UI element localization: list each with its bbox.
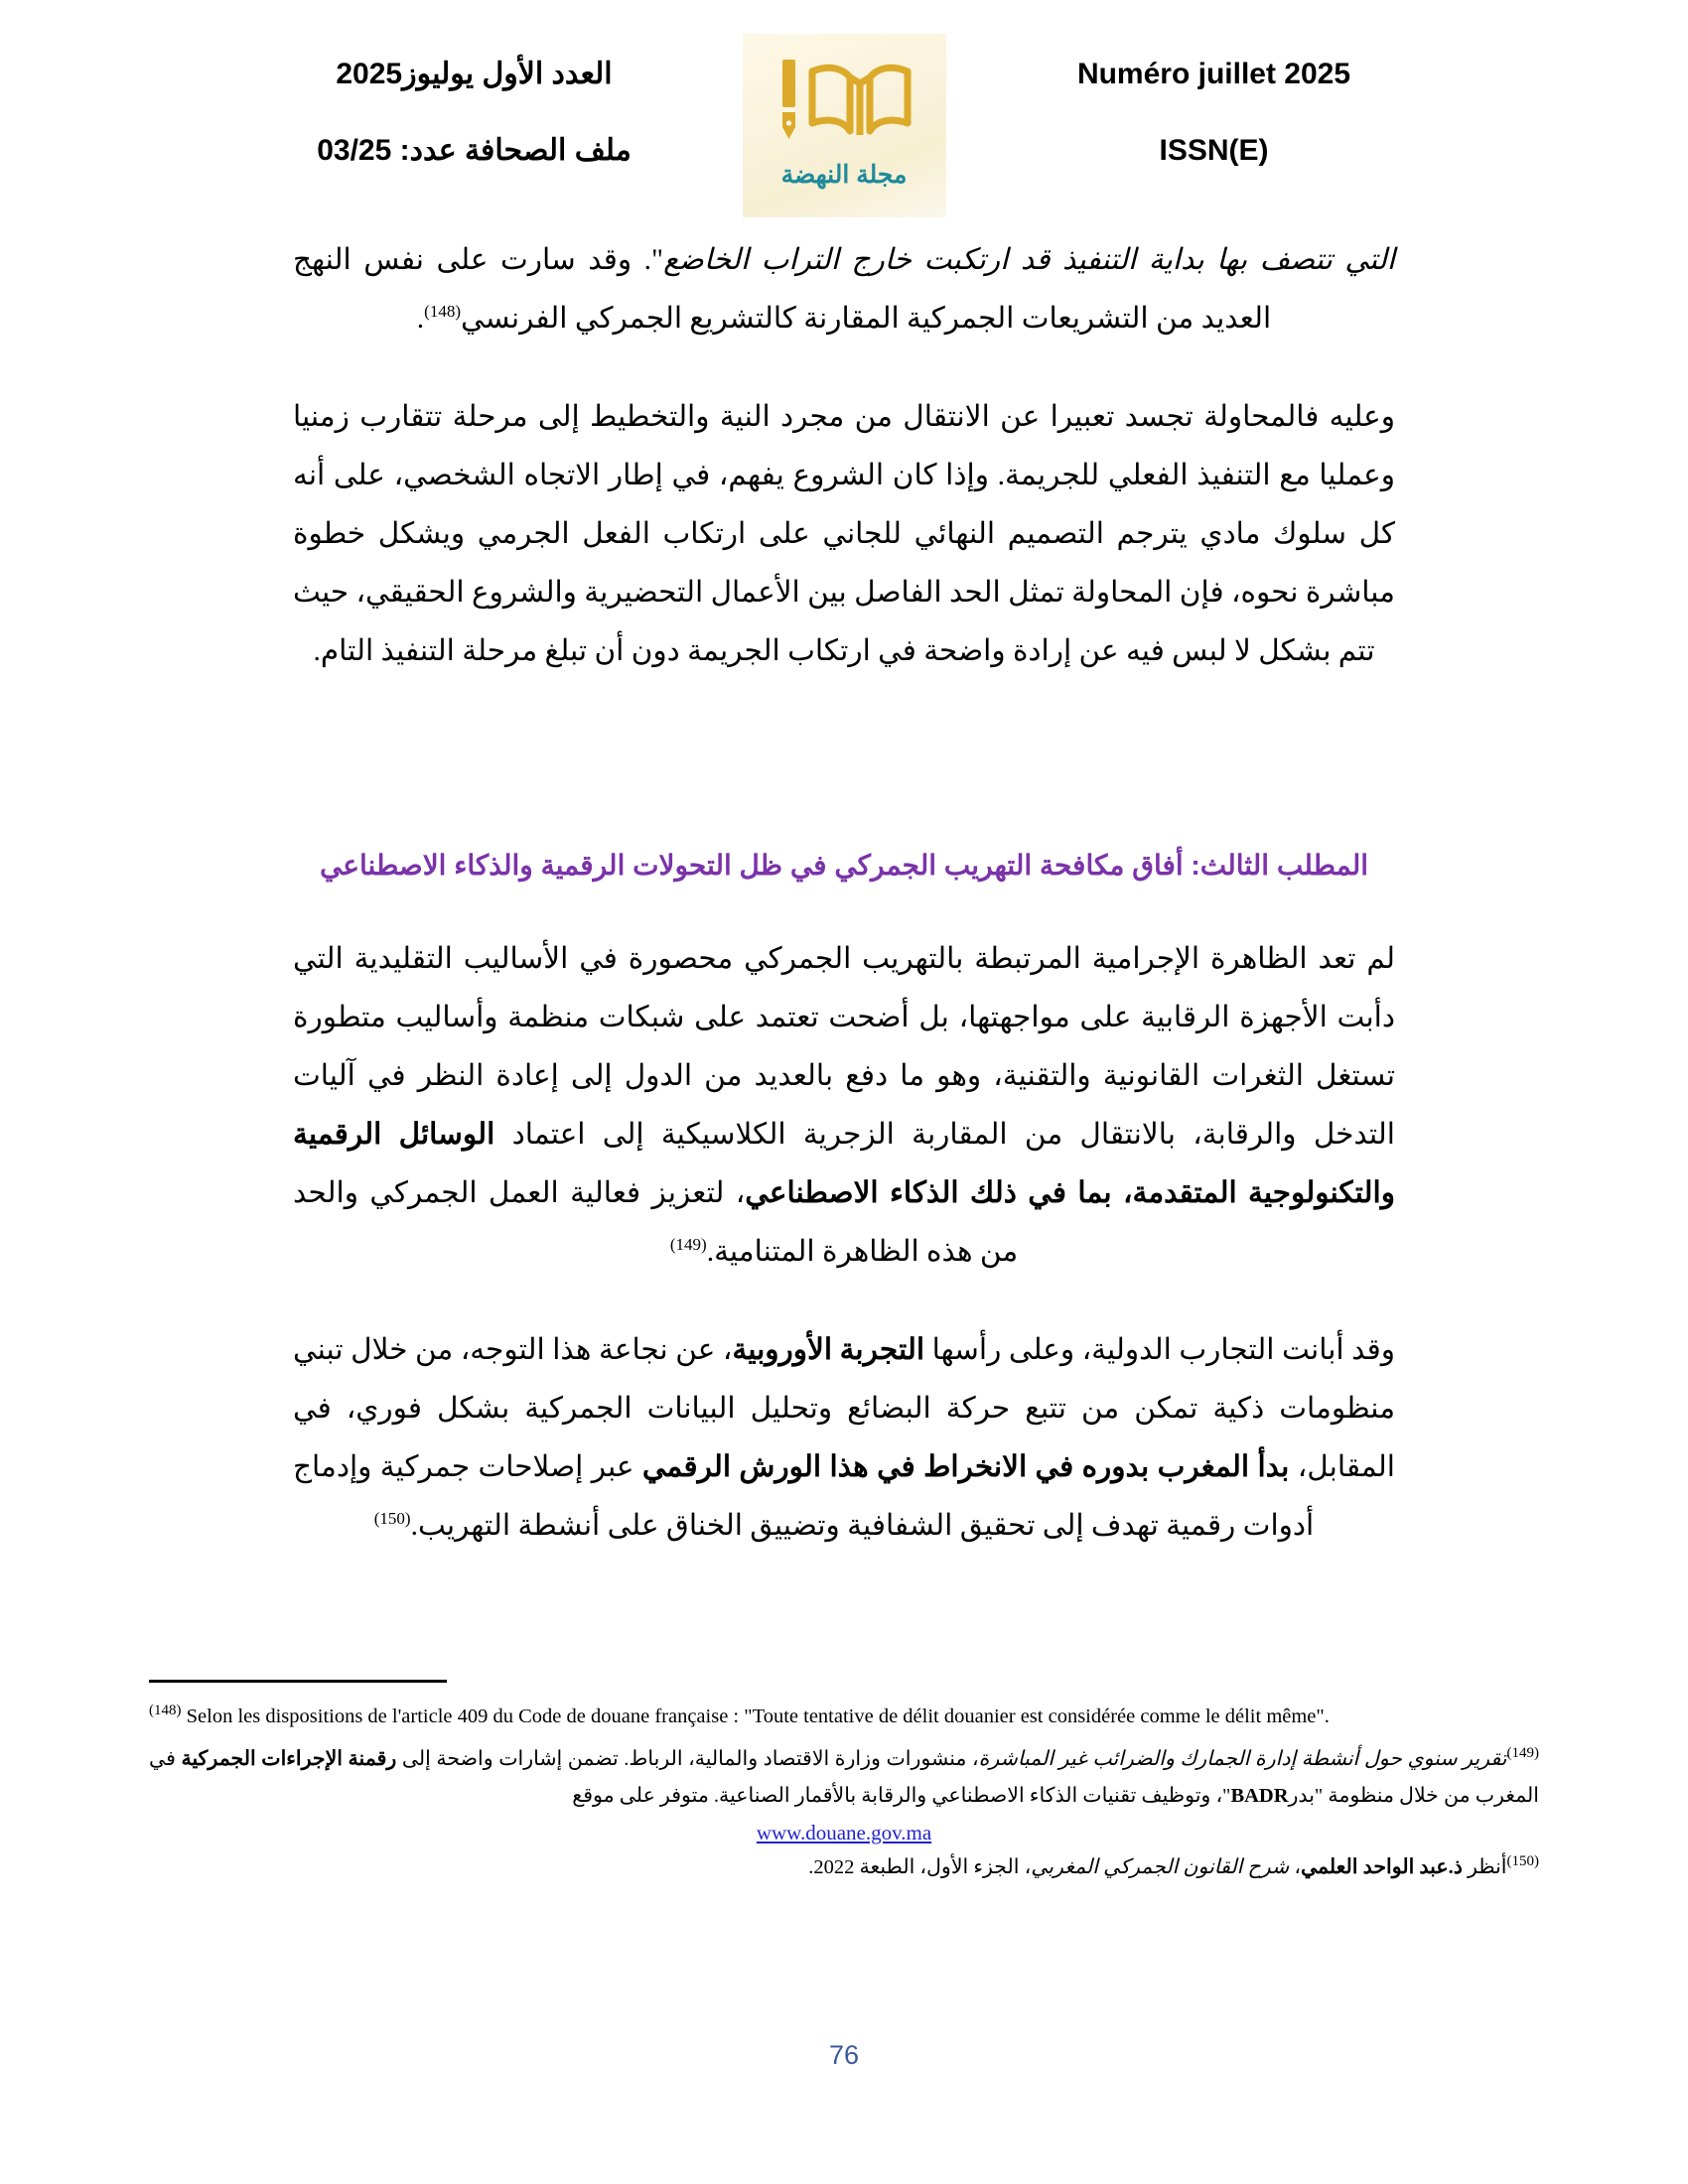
journal-logo-caption: مجلة النهضة: [780, 161, 908, 189]
footnote-149-bold-2: BADR: [1230, 1785, 1289, 1807]
heading-spacer: [293, 721, 1395, 768]
footnote-150-italic-1: شرح القانون الجمركي المغربي: [1031, 1856, 1290, 1878]
paragraph-3-part-2: ، لتعزيز فعالية العمل الجمركي والحد من هذه الظاهرة المتنامية.: [293, 1177, 1019, 1269]
paragraph-4: [293, 1321, 1395, 1556]
page-number: 76: [828, 2040, 860, 2070]
page-header: [0, 0, 1688, 213]
paragraph-1: [293, 231, 1395, 348]
paragraph-1-trailing: .: [416, 303, 425, 335]
footnote-149-mid-3: "، وتوظيف تقنيات الذكاء الاصطناعي والرقابة بالأقمار الصناعية. متوفر على موقع: [572, 1785, 1231, 1807]
footnotes-section: [0, 1680, 1688, 1892]
paragraph-2: وعليه فالمحاولة تجسد تعبيرا عن الانتقال من مجرد النية والتخطيط إلى مرحلة تتقارب زمنيا وعمليا مع التنفيذ الفعلي للجريمة. وإذا كان الشروع يفهم، في إطار الاتجاه الشخصي، على أنه كل سلوك مادي يترجم التصميم النهائي للجاني على ارتكاب الفعل الجرمي ويشكل خطوة مباشرة نحوه، فإن المحاولة تمثل الحد الفاصل بين الأعمال التحضيرية والشروع الحقيقي، حيث تتم بشكل لا لبس فيه عن إرادة واضحة في ارتكاب الجريمة دون أن تبلغ مرحلة التنفيذ التام.: [293, 401, 1395, 667]
footnote-148: [149, 1699, 1539, 1735]
paragraph-1-rest: وقد سارت على نفس النهج العديد من التشريعات الجمركية المقارنة كالتشريع الجمركي الفرنسي: [293, 244, 1272, 335]
footnote-149-number: (149): [1506, 1745, 1539, 1762]
header-issue-number-ar: العدد الأول يوليوز2025: [336, 58, 613, 90]
book-and-pen-logo-icon: [761, 50, 927, 161]
footnote-149-mid-1: ، منشورات وزارة الاقتصاد والمالية، الرباط. تضمن إشارات واضحة إلى: [396, 1748, 979, 1770]
footnote-149-bold-1: رقمنة الإجراءات الجمركية: [181, 1748, 397, 1770]
header-right-column: [207, 34, 743, 167]
douane-website-link[interactable]: www.douane.gov.ma: [756, 1821, 932, 1844]
footnote-ref-148[interactable]: (148): [424, 302, 461, 322]
footnote-149: [149, 1741, 1539, 1815]
header-press-file-number: ملف الصحافة عدد: 03/25: [317, 134, 632, 167]
paragraph-1-quote-close: ".: [643, 244, 664, 276]
footnote-150-bold-1: ذ.عبد الواحد العلمي: [1300, 1856, 1463, 1878]
footnote-150-post: ، الجزء الأول، الطبعة 2022.: [808, 1856, 1032, 1878]
footnote-148-number: (148): [149, 1703, 182, 1719]
paragraph-4-part-3: عبر إصلاحات جمركية وإدماج أدوات رقمية تهدف إلى تحقيق الشفافية وتضييق الخناق على أنشطة التهريب.: [293, 1451, 1315, 1543]
footnote-150: [149, 1849, 1539, 1886]
paragraph-4-part-2: ، عن نجاعة هذا التوجه، من خلال تبني منظومات ذكية تمكن من تتبع حركة البضائع وتحليل البيانات الجمركية بشكل فوري، في المقابل،: [293, 1334, 1395, 1484]
section-heading: المطلب الثالث: أفاق مكافحة التهريب الجمركي في ظل التحولات الرقمية والذكاء الاصطناعي: [319, 850, 1369, 881]
footnote-150-pre: أنظر: [1462, 1856, 1507, 1878]
journal-logo: [743, 34, 946, 217]
header-issue-number-fr: Numéro juillet 2025: [1076, 58, 1351, 90]
footnote-149-italic-1: تقرير سنوي حول أنشطة إدارة الجمارك والضرائب غير المباشرة: [978, 1748, 1507, 1770]
footnote-ref-150[interactable]: (150): [373, 1509, 411, 1529]
paragraph-3-part-1: لم تعد الظاهرة الإجرامية المرتبطة بالتهريب الجمركي محصورة في الأساليب التقليدية التي دأبت الأجهزة الرقابية على مواجهتها، بل أضحت تعتمد على شبكات منظمة وأساليب متطورة تستغل الثغرات القانونية والتقنية، وهو ما دفع بالعديد من الدول إلى إعادة النظر في آليات التدخل والرقابة، بالانتقال من المقاربة الزجرية الكلاسيكية إلى اعتماد: [293, 943, 1395, 1152]
paragraph-4-part-1: وقد أبانت التجارب الدولية، وعلى رأسها: [924, 1334, 1395, 1367]
footnote-separator-rule: [149, 1680, 447, 1683]
paragraph-3-bold-1: الوسائل الرقمية والتكنولوجية المتقدمة، بما في ذلك الذكاء الاصطناعي: [293, 1119, 1395, 1210]
footnote-ref-149[interactable]: (149): [669, 1235, 707, 1255]
footnote-150-mid-1: ،: [1289, 1856, 1301, 1878]
header-issn: ISSN(E): [1159, 134, 1269, 167]
header-left-column: [946, 34, 1482, 167]
footnote-149-mid-2: في المغرب من خلال منظومة "بدر: [149, 1748, 1539, 1807]
footnote-148-text: Selon les dispositions de l'article 409 du Code de douane française : "Toute tentative de délit douanier est considérée comme le délit même".: [186, 1706, 1330, 1727]
paragraph-4-bold-1: التجربة الأوروبية: [732, 1334, 925, 1367]
document-content: [293, 213, 1395, 1556]
paragraph-4-bold-2: بدأ المغرب بدوره في الانخراط في هذا الورش الرقمي: [641, 1451, 1290, 1484]
paragraph-1-italic-lead: التي تتصف بها بداية التنفيذ قد ارتكبت خارج التراب الخاضع: [663, 244, 1396, 276]
paragraph-3: [293, 930, 1395, 1282]
footnote-150-number: (150): [1506, 1853, 1539, 1870]
